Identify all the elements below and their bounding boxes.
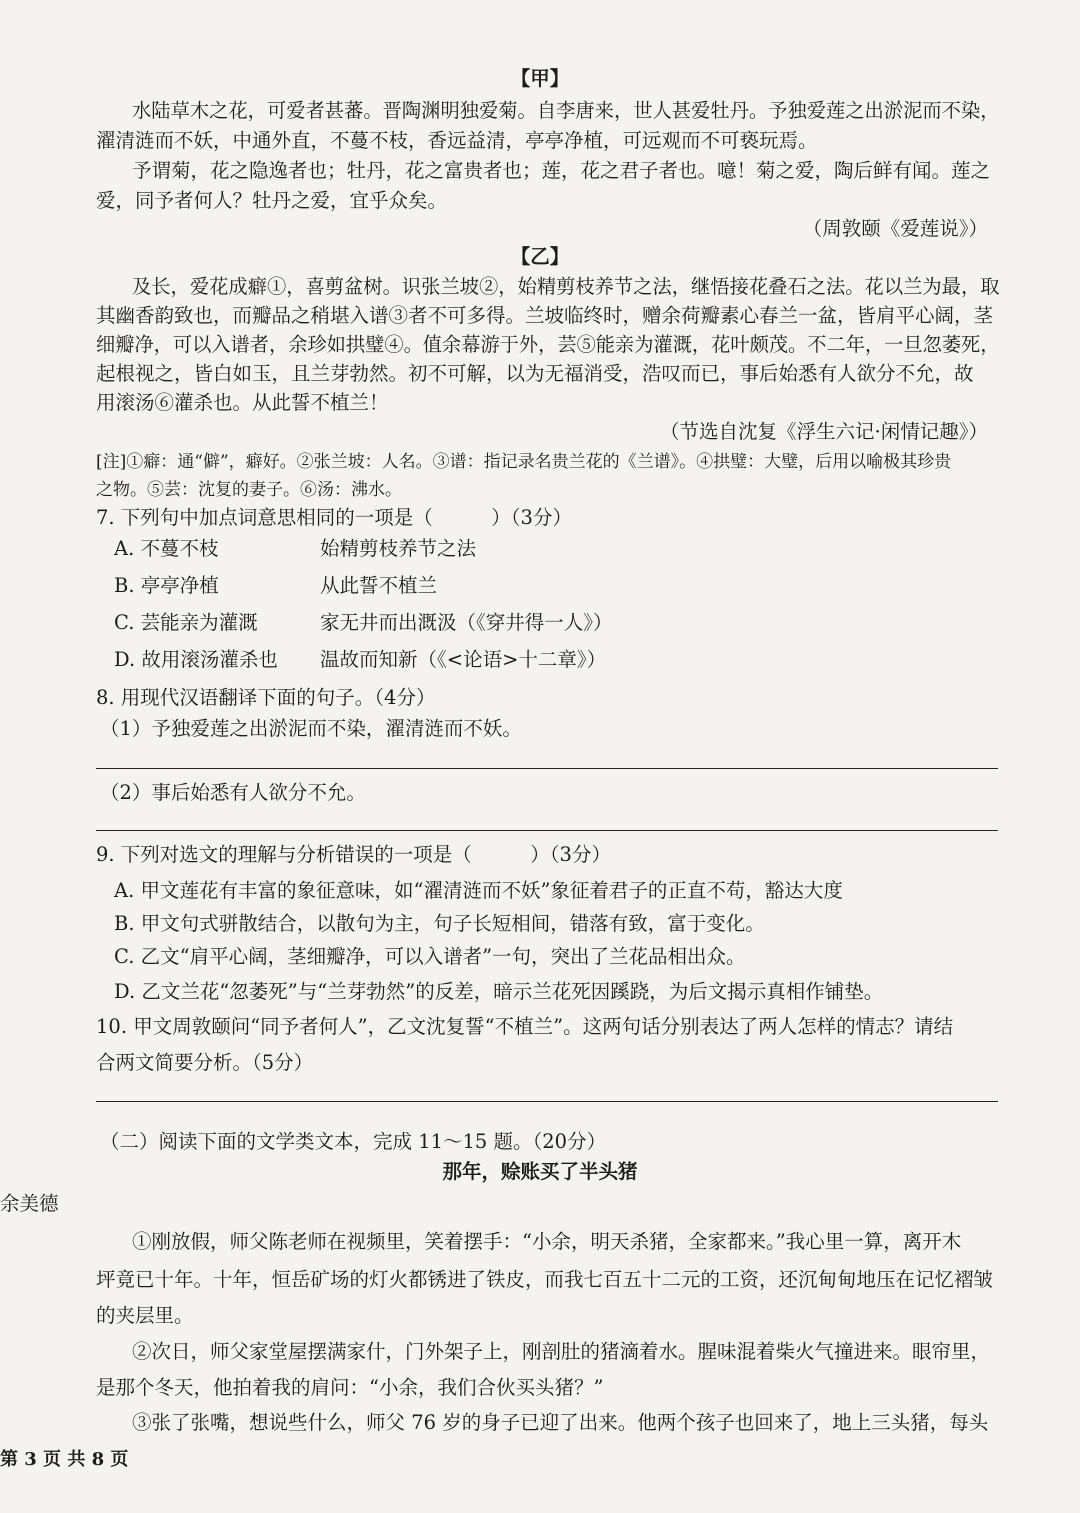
story-paragraph-line: 坪竟已十年。十年，恒岳矿场的灯火都锈进了铁皮，而我七百五十二元的工资，还沉甸甸地压在记忆褶皱: [96, 1268, 994, 1291]
question-8-item-1: （1）予独爱莲之出淤泥而不染，濯清涟而不妖。: [100, 717, 522, 740]
story-author: 余美德: [0, 1192, 59, 1215]
passage-b-line: 其幽香韵致也，而瓣品之稍堪入谱③者不可多得。兰坡临终时，赠余荷瓣素心春兰一盆，皆肩平心阔，茎: [96, 304, 994, 327]
passage-b-line: 起根视之，皆白如玉，且兰芽勃然。初不可解，以为无福消受，浩叹而已，事后始悉有人欲分不允，故: [96, 362, 974, 385]
question-7-option-c-right: 家无井而出溉汲（《穿井得一人》）: [320, 611, 613, 634]
answer-line: [96, 830, 998, 831]
passage-b-line: 用滚汤⑥灌杀也。从此誓不植兰！: [96, 391, 389, 414]
answer-line: [96, 768, 998, 769]
passage-a-source: （周敦颐《爱莲说》）: [802, 217, 988, 240]
passage-a-line: 予谓菊，花之隐逸者也；牡丹，花之富贵者也；莲，花之君子者也。噫！菊之爱，陶后鲜有闻。莲之: [132, 159, 991, 182]
question-7-option-d-right: 温故而知新（《<论语>十二章》）: [320, 648, 607, 671]
question-9-stem: 9. 下列对选文的理解与分析错误的一项是（ ）（3分）: [96, 843, 611, 866]
passage-a-line: 爱，同予者何人？牡丹之爱，宜乎众矣。: [96, 189, 448, 212]
annotation-line: 之物。⑤芸：沈复的妻子。⑥汤：沸水。: [96, 480, 402, 500]
story-paragraph-line: ①刚放假，师父陈老师在视频里，笑着摆手：“小余，明天杀猪，全家都来。”我心里一算，离开木: [132, 1230, 962, 1253]
question-7-option-d-left: D. 故用滚汤灌杀也: [114, 648, 278, 671]
question-7-option-a-right: 始精剪枝养节之法: [320, 537, 477, 560]
story-paragraph-line: ②次日，师父家堂屋摆满家什，门外架子上，刚剖肚的猪滴着水。腥味混着柴火气撞进来。眼帘里，: [132, 1340, 991, 1363]
passage-a-line: 濯清涟而不妖，中通外直，不蔓不枝，香远益清，亭亭净植，可远观而不可亵玩焉。: [96, 129, 818, 152]
story-title: 那年，赊账买了半头猪: [442, 1160, 638, 1183]
passage-b-source: （节选自沈复《浮生六记·闲情记趣》）: [660, 420, 988, 443]
story-paragraph-line: ③张了张嘴，想说些什么，师父 76 岁的身子已迎了出来。他两个孩子也回来了，地上三头猪，每头: [132, 1411, 989, 1434]
annotation-line: [注]①癖：通“僻”，癖好。②张兰坡：人名。③谱：指记录名贵兰花的《兰谱》。④拱璧：大璧，后用以喻极其珍贵: [96, 452, 952, 472]
question-7-stem: 7. 下列句中加点词意思相同的一项是（ ）（3分）: [96, 506, 572, 529]
question-7-option-a-left: A. 不蔓不枝: [114, 537, 219, 560]
question-7-option-c-left: C. 芸能亲为灌溉: [114, 611, 258, 634]
question-7-option-b-right: 从此誓不植兰: [320, 574, 438, 597]
section-2-intro: （二）阅读下面的文学类文本，完成 11～15 题。（20分）: [100, 1130, 607, 1153]
passage-a-heading: 【甲】: [510, 67, 570, 90]
question-7-option-b-left: B. 亭亭净植: [114, 574, 219, 597]
passage-b-line: 细瓣净，可以入谱者，余珍如拱璧④。值余幕游于外，芸⑤能亲为灌溉，花叶颇茂。不二年，一旦忽萎死，: [96, 333, 1000, 356]
passage-b-heading: 【乙】: [510, 245, 570, 268]
question-8-stem: 8. 用现代汉语翻译下面的句子。（4分）: [96, 686, 436, 709]
question-9-option-a: A. 甲文莲花有丰富的象征意味，如“濯清涟而不妖”象征着君子的正直不苟，豁达大度: [114, 879, 843, 902]
question-10-line: 10. 甲文周敦颐问“同予者何人”，乙文沈复誓“不植兰”。这两句话分别表达了两人怎样的情志？请结: [96, 1015, 954, 1038]
story-paragraph-line: 的夹层里。: [96, 1304, 194, 1327]
answer-line: [96, 1101, 998, 1102]
page-number-footer: 第 3 页 共 8 页: [0, 1449, 129, 1470]
question-9-option-b: B. 甲文句式骈散结合，以散句为主，句子长短相间，错落有致，富于变化。: [114, 912, 765, 935]
question-9-option-d: D. 乙文兰花“忽萎死”与“兰芽勃然”的反差，暗示兰花死因蹊跷，为后文揭示真相作铺垫。: [114, 980, 884, 1003]
story-paragraph-line: 是那个冬天，他拍着我的肩问：“小余，我们合伙买头猪？”: [96, 1376, 604, 1399]
question-10-line: 合两文简要分析。（5分）: [96, 1051, 314, 1074]
question-9-option-c: C. 乙文“肩平心阔，茎细瓣净，可以入谱者”一句，突出了兰花品相出众。: [114, 945, 746, 968]
passage-a-line: 水陆草木之花，可爱者甚蕃。晋陶渊明独爱菊。自李唐来，世人甚爱牡丹。予独爱莲之出淤泥而不染，: [132, 99, 1000, 122]
question-8-item-2: （2）事后始悉有人欲分不允。: [100, 781, 366, 804]
passage-b-line: 及长，爱花成癖①，喜剪盆树。识张兰坡②，始精剪枝养节之法，继悟接花叠石之法。花以兰为最，取: [132, 275, 1000, 298]
